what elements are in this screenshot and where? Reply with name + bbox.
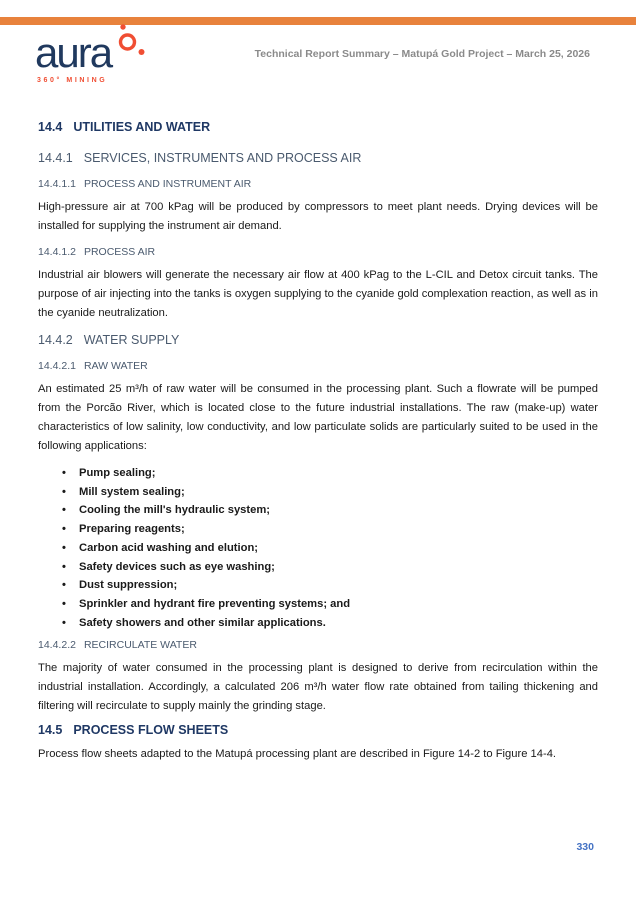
heading-water-supply (38, 333, 598, 348)
heading-recirculate-water (38, 639, 598, 652)
paragraph-process-air: Industrial air blowers will generate the necessary air flow at 400 kPag to the L-CIL and Detox circuit tanks. The purpose of air injecting into the tanks is oxygen supplying to the cyanide gold complexation reaction, as well as in the cyanide neutralization. (38, 269, 598, 319)
heading-text: PROCESS AIR (83, 246, 156, 258)
heading-number: 14.4.1.2 (38, 246, 76, 258)
list-item: • Preparing reagents; (38, 520, 598, 539)
heading-text: RECIRCULATE WATER (83, 639, 197, 652)
heading-utilities-and-water (38, 120, 598, 135)
report-header-title: Technical Report Summary – Matupá Gold Project – March 25, 2026 (254, 48, 590, 60)
heading-process-and-instrument-air (38, 178, 598, 191)
heading-number: 14.4 (38, 120, 63, 134)
heading-number: 14.4.1 (38, 151, 73, 165)
list-item: • Cooling the mill's hydraulic system; (38, 501, 598, 520)
heading-text: SERVICES, INSTRUMENTS AND PROCESS AIR (83, 151, 362, 165)
heading-number: 14.4.2.1 (38, 360, 76, 372)
aura-logo (35, 29, 112, 84)
heading-text: RAW WATER (83, 360, 148, 372)
heading-text: PROCESS AND INSTRUMENT AIR (83, 178, 252, 190)
aura-logo-wordmark: aura (35, 29, 112, 76)
heading-number: 14.4.2 (38, 333, 73, 347)
list-item: • Safety showers and other similar applications. (38, 614, 598, 633)
paragraph-raw-water: An estimated 25 m³/h of raw water will be consumed in the processing plant. Such a flowrate will be pumped from the Porcão River, which is located close to the future industrial installations. The raw (make-up) water characteristics of low salinity, low conductivity, and low particulate solids are particularly suited to be used in the following applications: (38, 383, 598, 452)
list-item: • Pump sealing; (38, 464, 598, 483)
heading-process-air (38, 246, 598, 259)
heading-text: WATER SUPPLY (83, 333, 180, 347)
paragraph-process-flow-sheets: Process flow sheets adapted to the Matupá processing plant are described in Figure 14-2 to Figure 14-4. (38, 748, 557, 761)
page-number: 330 (576, 841, 594, 853)
heading-number: 14.4.1.1 (38, 178, 76, 190)
top-accent-bar (0, 17, 636, 25)
heading-services-instruments-process-air (38, 151, 598, 166)
heading-text: PROCESS FLOW SHEETS (73, 723, 229, 738)
list-item: • Dust suppression; (38, 576, 598, 595)
heading-number: 14.5 (38, 723, 63, 738)
aura-logo-ring-icon (110, 20, 146, 58)
document-content (38, 112, 598, 764)
list-item: • Carbon acid washing and elution; (38, 539, 598, 558)
paragraph-instrument-air: High-pressure air at 700 kPag will be produced by compressors to meet plant needs. Drying devices will be installed for supplying the instrument air demand. (38, 201, 598, 232)
list-item: • Safety devices such as eye washing; (38, 558, 598, 577)
aura-logo-tagline: 360° MINING (37, 77, 108, 84)
list-item: • Sprinkler and hydrant fire preventing systems; and (38, 595, 598, 614)
heading-process-flow-sheets (38, 723, 598, 738)
heading-text: UTILITIES AND WATER (73, 120, 211, 134)
list-item: • Mill system sealing; (38, 483, 598, 502)
paragraph-recirculate-water: The majority of water consumed in the processing plant is designed to derive from recirculation within the industrial installation. Accordingly, a calculated 206 m³/h water flow rate obtained from tailing thickening and filtering will recirculate to supply mainly the grinding stage. (38, 662, 598, 713)
heading-raw-water (38, 360, 598, 373)
heading-number: 14.4.2.2 (38, 639, 76, 652)
raw-water-applications-list (38, 464, 598, 632)
